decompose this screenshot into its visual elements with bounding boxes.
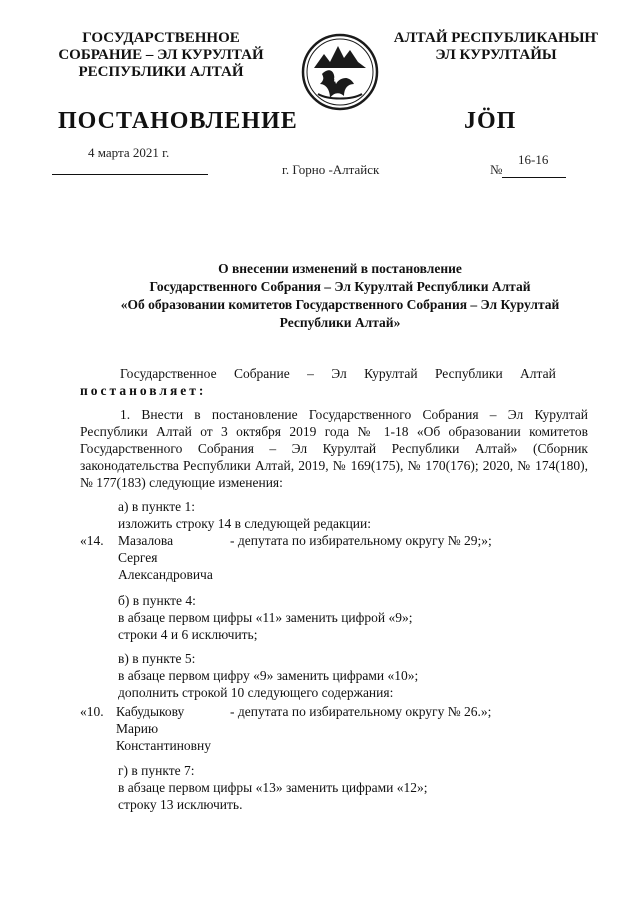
name-line: Мазалова [118, 533, 174, 548]
row-10-name [116, 703, 211, 754]
paragraph-1: 1. Внести в постановление Государственного Собрания – Эл Курултай Республики Алтай от 3 октября 2019 года № 1-18 «Об образовании комитетов Государственного Собрания – Эл Курултай Республики Алтай» (Сборник законодательства Республики Алтай, 2019, № 169(175), № 170(176); 2020, № 174(180), № 177(183) следующие изменения: [80, 407, 588, 490]
item-g-line: в абзаце первом цифры «13» заменить цифрами «12»; [118, 780, 428, 795]
item-b-line: в абзаце первом цифры «11» заменить цифрой «9»; [118, 610, 413, 625]
name-line: Марию [116, 721, 159, 736]
item-v-heading: в) в пункте 5: [118, 651, 196, 666]
number-label: № [490, 162, 503, 177]
resolves-word: постановляет: [80, 383, 207, 398]
document-city: г. Горно -Алтайск [282, 162, 380, 177]
title-line: «Об образовании комитетов Государственного Собрания – Эл Курултай [120, 297, 560, 312]
date-underline [52, 174, 208, 175]
name-line: Кабудыкову [116, 704, 185, 719]
number-underline [502, 177, 566, 178]
item-b-heading: б) в пункте 4: [118, 593, 196, 608]
item-a-instruction: изложить строку 14 в следующей редакции: [118, 516, 372, 531]
row-10-description: - депутата по избирательному округу № 26.»; [230, 704, 492, 719]
intro-text: Государственное Собрание – Эл Курултай Республики Алтай [120, 366, 556, 381]
issuer-line: ГОСУДАРСТВЕННОЕ [82, 30, 240, 46]
issuer-line: РЕСПУБЛИКИ АЛТАЙ [78, 64, 244, 80]
issuer-name-altai [386, 30, 606, 64]
name-line: Константиновну [116, 738, 212, 753]
row-10-number: «10. [80, 704, 104, 719]
title-line: О внесении изменений в постановление [218, 261, 462, 276]
document-date: 4 марта 2021 г. [88, 145, 170, 160]
document-number: 16-16 [518, 152, 549, 167]
altai-coat-of-arms-icon [300, 32, 380, 112]
intro-line [120, 365, 588, 382]
issuer-line: ЭЛ КУРУЛТАЙЫ [435, 47, 557, 63]
item-v-line: в абзаце первом цифру «9» заменить цифрами «10»; [118, 668, 419, 683]
item-a-heading: а) в пункте 1: [118, 499, 195, 514]
issuer-line: СОБРАНИЕ – ЭЛ КУРУЛТАЙ [58, 47, 264, 63]
document-type-altai: JӦП [464, 108, 517, 134]
name-line: Александровича [118, 567, 213, 582]
title-line: Государственного Собрания – Эл Курултай Республики Алтай [149, 279, 531, 294]
document-type-russian: ПОСТАНОВЛЕНИЕ [58, 108, 298, 134]
document-title [70, 260, 610, 332]
row-14-description: - депутата по избирательному округу № 29;»; [230, 533, 492, 548]
issuer-name-russian [50, 30, 272, 81]
issuer-line: АЛТАЙ РЕСПУБЛИКАНЫҤ [393, 30, 599, 46]
row-14-name [118, 532, 213, 583]
item-v-line: дополнить строкой 10 следующего содержания: [118, 685, 394, 700]
title-line: Республики Алтай» [279, 315, 401, 330]
row-14-number: «14. [80, 533, 104, 548]
item-g-heading: г) в пункте 7: [118, 763, 195, 778]
name-line: Сергея [118, 550, 158, 565]
item-g-line: строку 13 исключить. [118, 797, 243, 812]
item-b-line: строки 4 и 6 исключить; [118, 627, 258, 642]
